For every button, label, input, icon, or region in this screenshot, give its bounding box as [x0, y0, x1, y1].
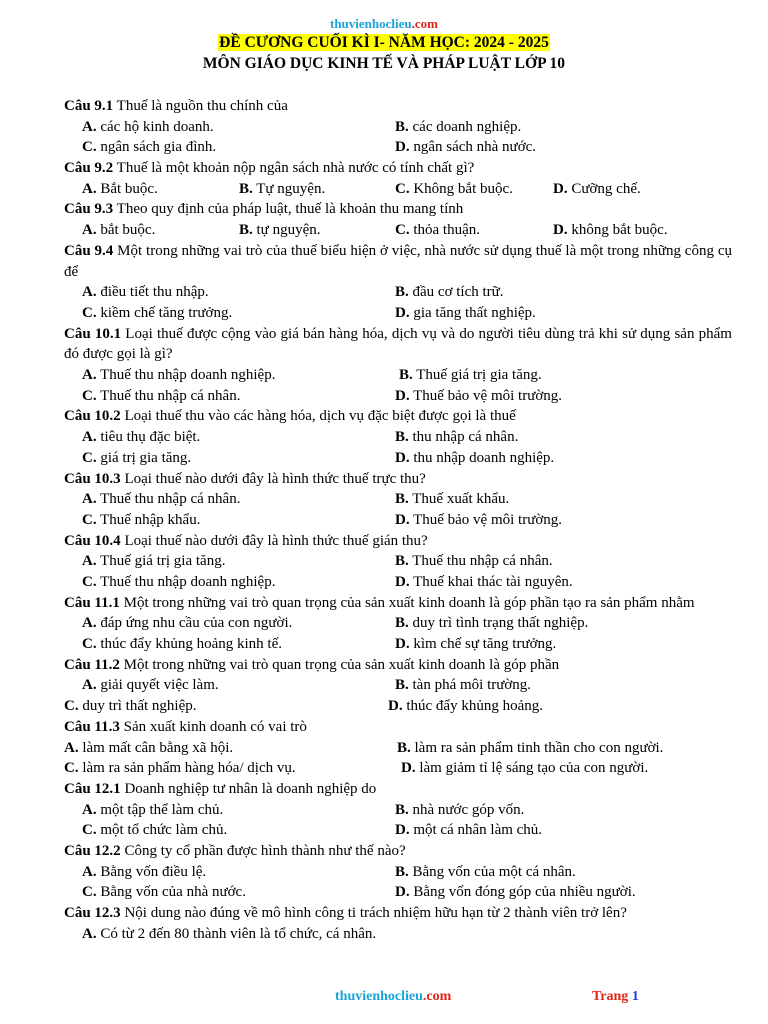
answer-option — [82, 613, 292, 634]
option-text: giải quyết việc làm. — [96, 677, 219, 694]
option-text: thúc đẩy khủng hoảng. — [402, 698, 543, 715]
answer-option — [82, 303, 232, 324]
option-letter: B. — [395, 677, 409, 694]
question-number: Câu 11.1 — [64, 594, 120, 611]
answer-option — [82, 634, 282, 655]
answer-option — [82, 924, 376, 945]
option-text: một cá nhân làm chủ. — [409, 822, 543, 839]
question-number: Câu 9.2 — [64, 160, 114, 177]
question-number: Câu 12.1 — [64, 780, 121, 797]
answer-row — [64, 282, 732, 303]
option-letter: A. — [82, 863, 97, 880]
option-text: Bắt buộc. — [96, 180, 158, 197]
option-letter: B. — [395, 429, 409, 446]
answer-row — [64, 675, 732, 696]
question-text: Loại thuế được cộng vào giá bán hàng hóa, dịch vụ và do người tiêu dùng trả khi sử dụng sản phẩm đó được gọi là gì? — [64, 325, 732, 363]
answer-option — [239, 220, 320, 241]
site-domain-part: .com — [411, 16, 438, 31]
footer-site-name — [335, 989, 451, 1005]
answer-option — [395, 220, 480, 241]
answer-option — [64, 738, 233, 759]
answer-option — [399, 365, 542, 386]
option-letter: C. — [395, 222, 410, 239]
option-letter: B. — [395, 615, 409, 632]
answer-option — [82, 820, 227, 841]
answer-option — [64, 696, 197, 717]
answer-option — [82, 282, 209, 303]
option-letter: A. — [82, 118, 97, 135]
question-number: Câu 10.4 — [64, 532, 121, 549]
answer-option — [395, 510, 562, 531]
question-text: Thuế là một khoản nộp ngân sách nhà nước có tính chất gì? — [113, 160, 475, 177]
option-text: nhà nước góp vốn. — [408, 801, 525, 818]
answer-option — [82, 862, 206, 883]
question-stem — [64, 406, 732, 427]
option-text: Bằng vốn của một cá nhân. — [408, 863, 576, 880]
option-letter: B. — [397, 739, 411, 756]
option-letter: C. — [82, 511, 97, 528]
option-text: ngân sách nhà nước. — [409, 139, 537, 156]
option-text: các hộ kinh doanh. — [96, 118, 214, 135]
answer-option — [82, 510, 200, 531]
question-text: Theo quy định của pháp luật, thuế là khoản thu mang tính — [113, 201, 464, 218]
option-letter: D. — [395, 636, 410, 653]
option-letter: D. — [553, 222, 568, 239]
answer-row — [64, 800, 732, 821]
option-letter: B. — [395, 118, 409, 135]
option-text: làm ra sản phẩm tinh thần cho con người. — [410, 739, 664, 756]
question-text: Doanh nghiệp tư nhân là doanh nghiệp do — [120, 780, 377, 797]
page-footer — [0, 989, 768, 1009]
option-text: tự nguyện. — [252, 222, 321, 239]
answer-option — [82, 489, 240, 510]
document-title — [0, 34, 768, 52]
option-letter: D. — [395, 304, 410, 321]
question-text: Loại thuế nào dưới đây là hình thức thuế gián thu? — [120, 532, 428, 549]
answer-option — [553, 220, 668, 241]
option-letter: D. — [401, 760, 416, 777]
option-letter: C. — [82, 387, 97, 404]
footer-domain-part: .com — [422, 989, 452, 1004]
answer-option — [82, 179, 158, 200]
answer-option — [395, 613, 588, 634]
question-text: Một trong những vai trò quan trọng của sản xuất kinh doanh là góp phần — [119, 656, 560, 673]
option-text: ngân sách gia đình. — [96, 139, 217, 156]
answer-row — [64, 738, 732, 759]
option-letter: C. — [395, 180, 410, 197]
answer-row — [64, 758, 732, 779]
answer-option — [395, 117, 521, 138]
question-number: Câu 10.1 — [64, 325, 122, 342]
option-letter: A. — [64, 739, 79, 756]
answer-option — [401, 758, 648, 779]
answer-option — [395, 551, 553, 572]
answer-option — [82, 675, 219, 696]
document-title-text: ĐỀ CƯƠNG CUỐI KÌ I- NĂM HỌC: 2024 - 2025 — [219, 34, 549, 51]
option-letter: A. — [82, 677, 97, 694]
option-letter: A. — [82, 222, 97, 239]
answer-option — [395, 634, 556, 655]
answer-row — [64, 179, 732, 200]
option-letter: A. — [82, 925, 97, 942]
answer-row — [64, 696, 732, 717]
option-text: các doanh nghiệp. — [408, 118, 522, 135]
option-text: Thuế khai thác tài nguyên. — [409, 573, 573, 590]
answer-option — [82, 572, 275, 593]
option-text: điều tiết thu nhập. — [96, 284, 209, 301]
question-list — [64, 96, 732, 944]
answer-option — [395, 572, 573, 593]
question-text: Một trong những vai trò quan trọng của sản xuất kinh doanh là góp phần tạo ra sản phẩm nhằm — [119, 594, 695, 611]
option-text: giá trị gia tăng. — [96, 449, 192, 466]
answer-row — [64, 365, 732, 386]
option-text: Cưỡng chế. — [567, 180, 641, 197]
option-letter: A. — [82, 801, 97, 818]
option-letter: C. — [82, 822, 97, 839]
question-number: Câu 10.3 — [64, 470, 121, 487]
option-text: Thuế giá trị gia tăng. — [412, 367, 542, 384]
option-letter: C. — [64, 760, 79, 777]
answer-row — [64, 117, 732, 138]
option-text: Tự nguyện. — [252, 180, 326, 197]
answer-row — [64, 220, 732, 241]
answer-row — [64, 862, 732, 883]
answer-option — [395, 882, 636, 903]
option-text: thu nhập doanh nghiệp. — [409, 449, 555, 466]
option-text: Thuế thu nhập doanh nghiệp. — [96, 367, 276, 384]
option-text: duy trì tình trạng thất nghiệp. — [408, 615, 589, 632]
option-text: Thuế xuất khẩu. — [408, 491, 510, 508]
option-text: Thuế thu nhập cá nhân. — [96, 387, 241, 404]
option-letter: C. — [82, 304, 97, 321]
answer-option — [82, 448, 191, 469]
question-stem — [64, 469, 732, 490]
option-letter: C. — [82, 636, 97, 653]
answer-row — [64, 448, 732, 469]
answer-row — [64, 924, 732, 945]
question-stem — [64, 593, 732, 614]
option-letter: C. — [82, 449, 97, 466]
answer-row — [64, 137, 732, 158]
question-stem — [64, 199, 732, 220]
question-number: Câu 9.1 — [64, 98, 114, 114]
option-text: Thuế thu nhập cá nhân. — [96, 491, 241, 508]
question-text: Loại thuế nào dưới đây là hình thức thuế trực thu? — [120, 470, 426, 487]
option-text: Thuế giá trị gia tăng. — [96, 553, 226, 570]
answer-option — [395, 675, 531, 696]
answer-option — [395, 862, 576, 883]
answer-row — [64, 613, 732, 634]
option-letter: C. — [82, 573, 97, 590]
option-letter: B. — [395, 863, 409, 880]
option-text: không bắt buộc. — [567, 222, 668, 239]
answer-option — [395, 427, 518, 448]
answer-option — [395, 800, 524, 821]
option-letter: A. — [82, 491, 97, 508]
answer-row — [64, 634, 732, 655]
answer-row — [64, 427, 732, 448]
option-letter: A. — [82, 180, 97, 197]
option-text: làm ra sản phẩm hàng hóa/ dịch vụ. — [78, 760, 296, 777]
question-text: Loại thuế thu vào các hàng hóa, dịch vụ đặc biệt được gọi là thuế — [120, 408, 516, 425]
answer-option — [239, 179, 325, 200]
question-stem — [64, 841, 732, 862]
answer-row — [64, 489, 732, 510]
answer-option — [82, 117, 214, 138]
answer-option — [82, 551, 225, 572]
answer-option — [395, 282, 504, 303]
option-text: thu nhập cá nhân. — [408, 429, 519, 446]
answer-option — [64, 758, 296, 779]
footer-site-part: thuvienhoclieu — [335, 989, 423, 1004]
option-letter: D. — [395, 511, 410, 528]
question-text: Thuế là nguồn thu chính của — [113, 98, 288, 114]
answer-option — [395, 448, 554, 469]
option-text: thúc đẩy khủng hoảng kinh tế. — [96, 636, 282, 653]
answer-option — [388, 696, 543, 717]
option-text: Bằng vốn của nhà nước. — [96, 884, 246, 901]
option-letter: C. — [82, 884, 97, 901]
answer-option — [395, 820, 542, 841]
question-stem — [64, 96, 732, 117]
answer-row — [64, 820, 732, 841]
answer-option — [395, 489, 509, 510]
answer-row — [64, 551, 732, 572]
option-letter: A. — [82, 615, 97, 632]
question-stem — [64, 324, 732, 365]
page-number-value: 1 — [631, 989, 639, 1004]
option-letter: A. — [82, 553, 97, 570]
option-letter: B. — [239, 180, 253, 197]
answer-row — [64, 572, 732, 593]
answer-option — [82, 365, 275, 386]
site-name-part: thuvienhoclieu — [330, 16, 412, 31]
question-text: Nội dung nào đúng về mô hình công ti trách nhiệm hữu hạn từ 2 thành viên trở lên? — [120, 905, 627, 922]
question-stem — [64, 241, 732, 282]
option-letter: D. — [395, 387, 410, 404]
answer-row — [64, 386, 732, 407]
answer-option — [82, 137, 216, 158]
option-letter: C. — [64, 698, 79, 715]
option-letter: A. — [82, 429, 97, 446]
option-letter: A. — [82, 367, 97, 384]
option-letter: A. — [82, 284, 97, 301]
option-text: đầu cơ tích trữ. — [408, 284, 504, 301]
option-text: Thuế thu nhập doanh nghiệp. — [96, 573, 276, 590]
document-subtitle: MÔN GIÁO DỤC KINH TẾ VÀ PHÁP LUẬT LỚP 10 — [202, 55, 566, 72]
question-stem — [64, 158, 732, 179]
answer-option — [82, 882, 246, 903]
option-text: tàn phá môi trường. — [408, 677, 532, 694]
answer-option — [395, 137, 536, 158]
option-text: gia tăng thất nghiệp. — [409, 304, 536, 321]
question-stem — [64, 531, 732, 552]
option-text: làm giảm tỉ lệ sáng tạo của con người. — [415, 760, 649, 777]
question-text: Sản xuất kinh doanh có vai trò — [119, 718, 307, 735]
question-number: Câu 10.2 — [64, 408, 121, 425]
option-text: Không bắt buộc. — [409, 180, 513, 197]
question-number: Câu 9.4 — [64, 242, 114, 259]
option-text: Thuế nhập khẩu. — [96, 511, 201, 528]
question-text: Một trong những vai trò của thuế biểu hiện ở việc, nhà nước sử dụng thuế là một trong những công cụ để — [64, 242, 732, 280]
question-number: Câu 12.2 — [64, 842, 121, 859]
option-letter: B. — [395, 284, 409, 301]
question-stem — [64, 779, 732, 800]
option-text: kìm chế sự tăng trưởng. — [409, 636, 557, 653]
option-text: Bằng vốn đóng góp của nhiều người. — [409, 884, 636, 901]
option-text: thỏa thuận. — [409, 222, 480, 239]
answer-option — [395, 303, 536, 324]
option-text: một tập thể làm chủ. — [96, 801, 224, 818]
option-letter: B. — [395, 553, 409, 570]
question-text: Công ty cổ phần được hình thành như thế nào? — [120, 842, 406, 859]
answer-row — [64, 510, 732, 531]
option-letter: D. — [395, 139, 410, 156]
answer-option — [553, 179, 641, 200]
option-letter: D. — [553, 180, 568, 197]
option-letter: D. — [395, 884, 410, 901]
answer-option — [82, 220, 155, 241]
answer-option — [82, 386, 240, 407]
answer-option — [82, 427, 200, 448]
page-number — [592, 989, 639, 1005]
option-letter: B. — [239, 222, 253, 239]
option-letter: B. — [399, 367, 413, 384]
option-text: bắt buộc. — [96, 222, 156, 239]
page-label: Trang — [592, 989, 632, 1004]
option-text: kiềm chế tăng trưởng. — [96, 304, 233, 321]
option-text: Thuế bảo vệ môi trường. — [409, 387, 563, 404]
option-letter: C. — [82, 139, 97, 156]
option-text: Thuế thu nhập cá nhân. — [408, 553, 553, 570]
answer-option — [395, 179, 513, 200]
question-stem — [64, 655, 732, 676]
question-stem — [64, 903, 732, 924]
option-text: Có từ 2 đến 80 thành viên là tổ chức, cá nhân. — [96, 925, 377, 942]
option-text: đáp ứng nhu cầu của con người. — [96, 615, 293, 632]
option-letter: B. — [395, 801, 409, 818]
question-number: Câu 9.3 — [64, 201, 114, 218]
answer-option — [82, 800, 223, 821]
answer-option — [397, 738, 663, 759]
option-letter: D. — [395, 573, 410, 590]
option-letter: D. — [395, 822, 410, 839]
option-text: làm mất cân bằng xã hội. — [78, 739, 234, 756]
option-text: tiêu thụ đặc biệt. — [96, 429, 201, 446]
option-text: một tổ chức làm chủ. — [96, 822, 228, 839]
option-text: Thuế bảo vệ môi trường. — [409, 511, 563, 528]
option-text: duy trì thất nghiệp. — [78, 698, 197, 715]
answer-row — [64, 303, 732, 324]
answer-option — [395, 386, 562, 407]
question-number: Câu 11.3 — [64, 718, 120, 735]
question-number: Câu 12.3 — [64, 905, 121, 922]
option-text: Bằng vốn điều lệ. — [96, 863, 207, 880]
option-letter: D. — [388, 698, 403, 715]
question-stem — [64, 717, 732, 738]
option-letter: B. — [395, 491, 409, 508]
site-name-header — [0, 16, 768, 32]
answer-row — [64, 882, 732, 903]
question-number: Câu 11.2 — [64, 656, 120, 673]
option-letter: D. — [395, 449, 410, 466]
